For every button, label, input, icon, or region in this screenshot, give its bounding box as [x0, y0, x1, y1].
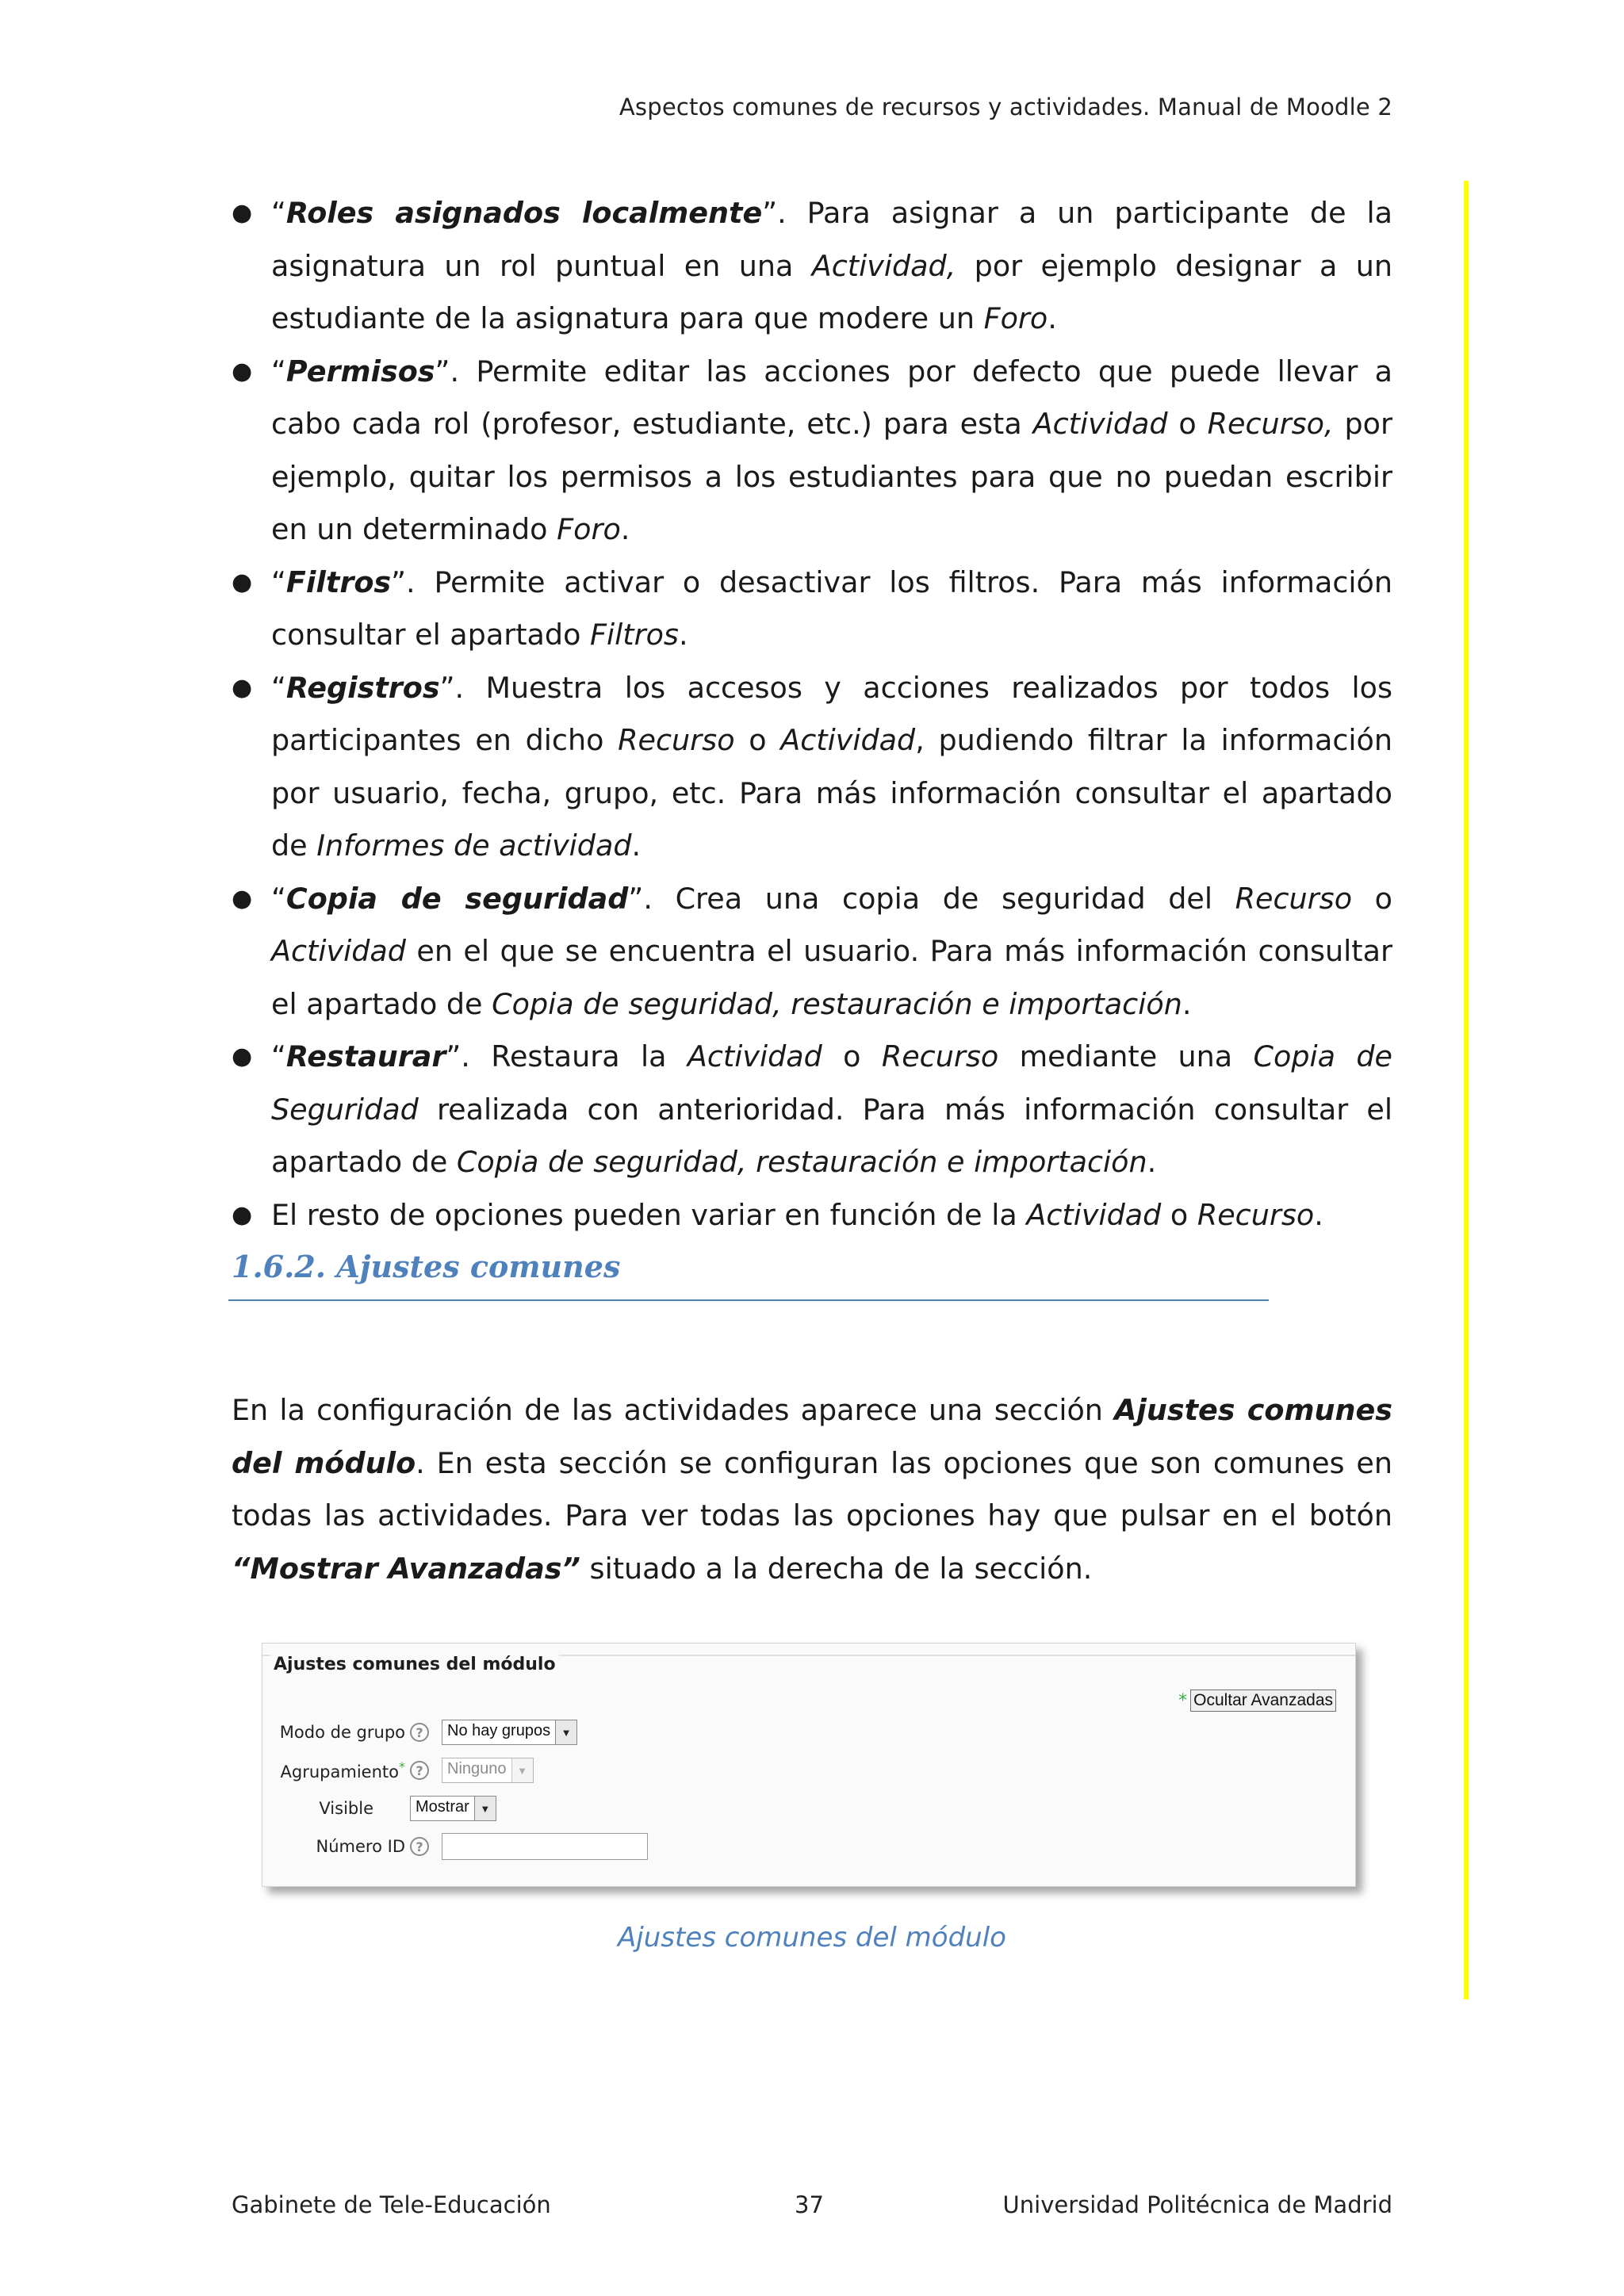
visible-row [262, 1793, 496, 1824]
list-item-text: “Registros”. Muestra los accesos y acciones realizados por todos los participantes en dicho Recurso o Actividad, pudiendo filtrar la información por usuario, fecha, grupo, etc. Para más información consultar el apartado de Informes de actividad. [271, 670, 1392, 863]
visible-label: Visible [319, 1799, 373, 1818]
id-number-label: Número ID [316, 1837, 405, 1856]
help-icon[interactable]: ? [410, 1761, 429, 1780]
group-mode-value: No hay grupos [447, 1722, 551, 1739]
list-item-text: “Permisos”. Permite editar las acciones por defecto que puede llevar a cabo cada rol (profesor, estudiante, etc.) para esta Actividad o Recurso, por ejemplo, quitar los permisos a los estudiantes para que no puedan escribir en un determinado Foro. [271, 354, 1392, 546]
bullet-icon: ● [232, 199, 253, 227]
list-item-text: El resto de opciones pueden variar en función de la Actividad o Recurso. [271, 1197, 1323, 1232]
main-content [232, 187, 1392, 1242]
group-mode-label: Modo de grupo [279, 1723, 405, 1742]
bullet-icon: ● [232, 357, 253, 385]
grouping-row [262, 1755, 534, 1786]
list-item-text: “Restaurar”. Restaura la Actividad o Recurso mediante una Copia de Seguridad realizada con anterioridad. Para más información consultar el apartado de Copia de seguridad, restauración e importación. [271, 1039, 1392, 1179]
id-number-row [262, 1831, 648, 1862]
group-mode-select[interactable] [442, 1720, 577, 1745]
bullet-icon: ● [232, 1043, 253, 1070]
list-item [232, 557, 1392, 662]
list-item [232, 1189, 1392, 1242]
bullet-icon: ● [232, 673, 253, 702]
group-mode-row [262, 1716, 577, 1748]
hide-advanced-button[interactable]: Ocultar Avanzadas [1190, 1689, 1336, 1712]
list-item [232, 662, 1392, 873]
bullet-icon: ● [232, 1200, 253, 1229]
bullet-list [232, 187, 1392, 1242]
advanced-toggle [1178, 1689, 1336, 1712]
advanced-star-icon: * [1178, 1690, 1188, 1711]
body-paragraph: En la configuración de las actividades aparece una sección Ajustes comunes del módulo. En esta sección se configuran las opciones que son comunes en todas las actividades. Para ver todas las opciones hay que pulsar en el botón “Mostrar Avanzadas” situado a la derecha de la sección. [232, 1393, 1392, 1586]
help-icon[interactable]: ? [410, 1837, 429, 1856]
grouping-label: Agrupamiento* [280, 1759, 405, 1781]
id-number-input[interactable] [442, 1833, 648, 1860]
section-heading-rule [228, 1299, 1269, 1301]
visible-value: Mostrar [416, 1798, 469, 1816]
chevron-down-icon: ▼ [555, 1720, 576, 1744]
footer-right: Universidad Politécnica de Madrid [1002, 2191, 1392, 2218]
list-item [232, 1031, 1392, 1189]
grouping-value: Ninguno [447, 1760, 507, 1777]
help-icon[interactable]: ? [410, 1723, 429, 1742]
bullet-icon: ● [232, 568, 253, 596]
chevron-down-icon: ▼ [474, 1797, 496, 1820]
fieldset-legend: Ajustes comunes del módulo [270, 1655, 559, 1674]
settings-screenshot [262, 1643, 1356, 1887]
list-item-text: “Filtros”. Permite activar o desactivar los filtros. Para más información consultar el apartado Filtros. [271, 564, 1392, 652]
advanced-star-icon: * [399, 1759, 405, 1774]
list-item [232, 873, 1392, 1031]
list-item [232, 187, 1392, 346]
figure-caption: Ajustes comunes del módulo [618, 1922, 1006, 1954]
margin-change-bar [1464, 181, 1469, 1999]
section-heading: 1.6.2. Ajustes comunes [232, 1249, 621, 1284]
grouping-select[interactable] [442, 1758, 534, 1783]
settings-fieldset [262, 1655, 1355, 1886]
footer-left: Gabinete de Tele-Educación [232, 2191, 551, 2218]
page-number: 37 [795, 2191, 824, 2218]
list-item-text: “Roles asignados localmente”. Para asignar a un participante de la asignatura un rol puntual en una Actividad, por ejemplo designar a un estudiante de la asignatura para que modere un Foro. [271, 196, 1392, 335]
list-item-text: “Copia de seguridad”. Crea una copia de seguridad del Recurso o Actividad en el que se encuentra el usuario. Para más información consultar el apartado de Copia de seguridad, restauración e importación. [271, 881, 1393, 1021]
chevron-down-icon: ▼ [511, 1758, 533, 1782]
running-header: Aspectos comunes de recursos y actividades. Manual de Moodle 2 [619, 94, 1392, 121]
list-item [232, 346, 1392, 557]
bullet-icon: ● [232, 884, 253, 913]
visible-select[interactable] [410, 1796, 496, 1821]
